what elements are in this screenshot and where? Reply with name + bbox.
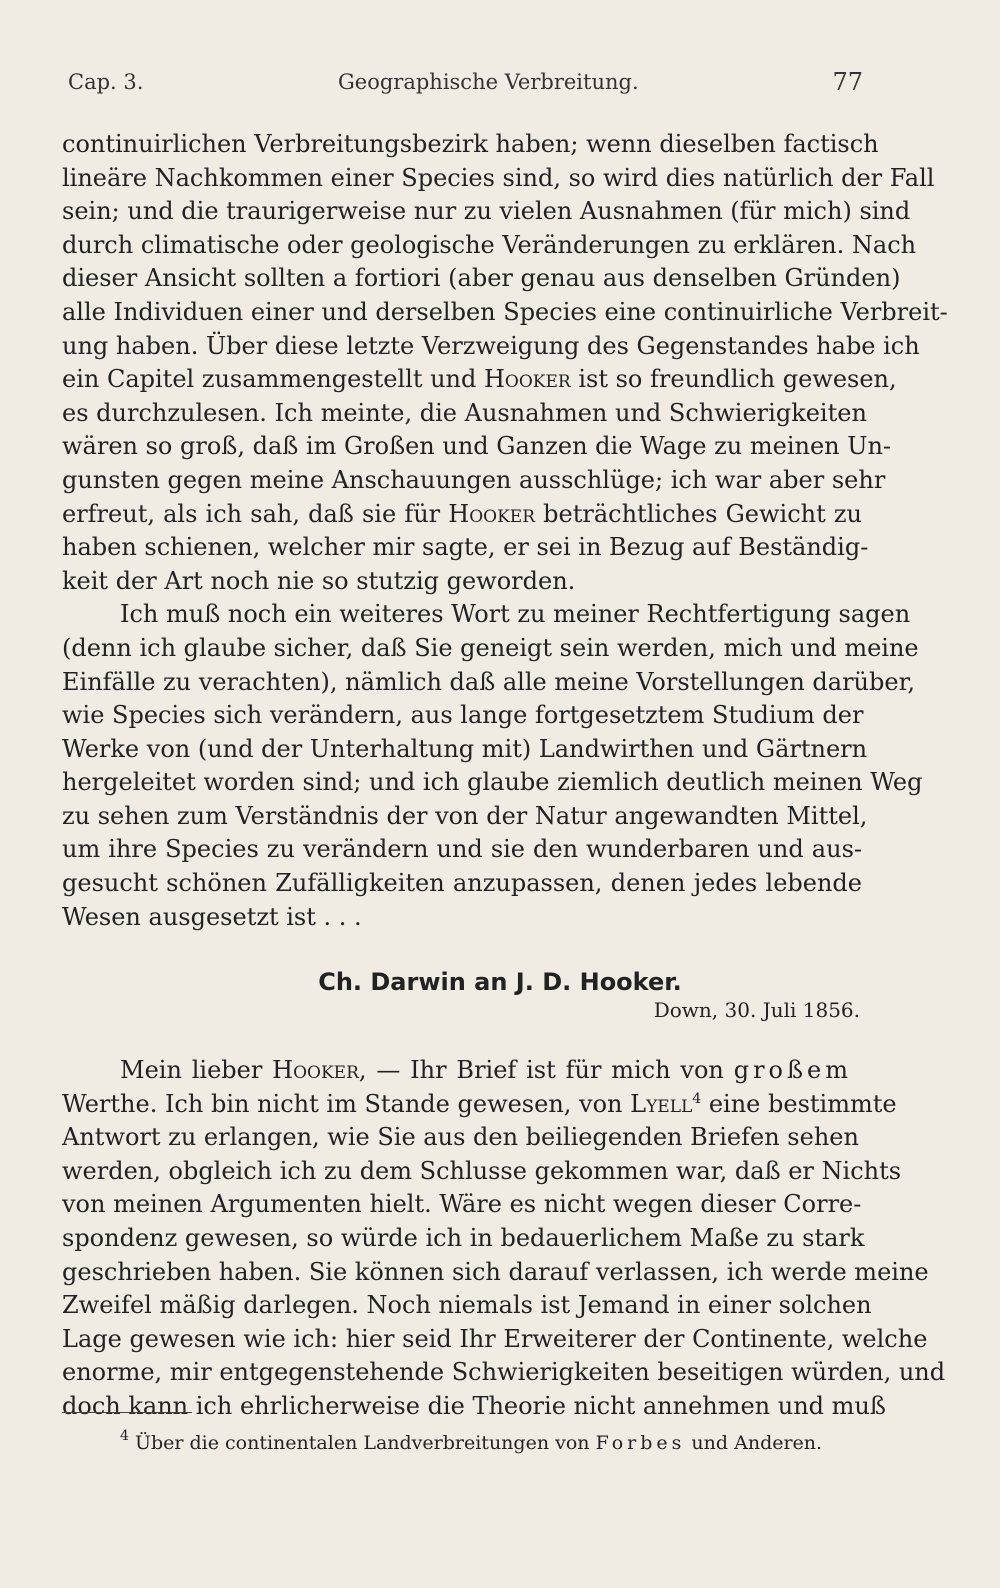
running-head [68, 68, 863, 98]
emphasis-word: großem [733, 1056, 852, 1084]
text-line [62, 498, 862, 532]
name-lyell: Lyell [630, 1089, 693, 1118]
letter-body [62, 1030, 946, 1448]
text-line: gunsten gegen meine Anschauungen ausschlüge; ich war aber sehr [62, 465, 886, 494]
text-line: wären so groß, daß im Großen und Ganzen die Wage zu meinen Un- [62, 432, 892, 461]
text-line [62, 1054, 852, 1088]
text-line: enorme, mir entgegenstehende Schwierigkeiten beseitigen würden, und [62, 1358, 946, 1387]
text-line: Werke von (und der Unterhaltung mit) Landwirthen und Gärtnern [62, 734, 868, 763]
text-line [62, 363, 897, 397]
name-hooker: Hooker [484, 365, 571, 394]
text-run: erfreut, als ich sah, daß sie für [62, 499, 449, 528]
text-line: Antwort zu erlangen, wie Sie aus den beiliegenden Briefen sehen [62, 1123, 859, 1152]
footnote-text: Über die continentalen Landverbreitungen von [134, 1432, 596, 1454]
text-line: hergeleitet worden sind; und ich glaube ziemlich deutlich meinen Weg [62, 768, 923, 797]
footnote-text: und Anderen. [685, 1432, 823, 1454]
text-line: alle Individuen einer und derselben Species eine continuirliche Verbreit- [62, 297, 948, 326]
name-hooker: Hooker [272, 1056, 359, 1084]
footnote-marker: 4 [120, 1428, 129, 1444]
paragraph-1 [62, 128, 948, 598]
text-run: eine bestimmte [701, 1089, 897, 1118]
chapter-label: Cap. 3. [68, 70, 144, 94]
text-line: lineäre Nachkommen einer Species sind, so wird dies natürlich der Fall [62, 163, 935, 192]
text-run: ein Capitel zusammengestellt und [62, 365, 484, 394]
text-line: Ich muß noch ein weiteres Wort zu meiner Rechtfertigung sagen [120, 600, 911, 629]
text-line: (denn ich glaube sicher, daß Sie geneigt sein werden, mich und meine [62, 633, 919, 662]
text-run: Mein lieber [120, 1056, 273, 1084]
text-line: um ihre Species zu verändern und sie den wunderbaren und aus- [62, 835, 862, 864]
text-line: ung haben. Über diese letzte Verzweigung des Gegenstandes habe ich [62, 331, 920, 360]
text-line: Zweifel mäßig darlegen. Noch niemals ist Jemand in einer solchen [62, 1291, 872, 1320]
text-line: doch kann ich ehrlicherweise die Theorie nicht annehmen und muß [62, 1391, 886, 1420]
letter-paragraph [62, 1054, 946, 1424]
text-line: haben schienen, welcher mir sagte, er sei in Bezug auf Beständig- [62, 533, 869, 562]
text-line: keit der Art noch nie so stutzig geworden. [62, 566, 576, 595]
text-line: werden, obgleich ich zu dem Schlusse gekommen war, daß er Nichts [62, 1156, 902, 1185]
text-line: Wesen ausgesetzt ist . . . [62, 902, 362, 931]
text-line: Lage gewesen wie ich: hier seid Ihr Erweiterer der Continente, welche [62, 1324, 928, 1353]
text-line: geschrieben haben. Sie können sich darauf verlassen, ich werde meine [62, 1257, 929, 1286]
text-run: , — Ihr Brief ist für mich von [358, 1056, 734, 1084]
text-run: Werthe. Ich bin nicht im Stande gewesen, von [62, 1089, 631, 1118]
text-line: sein; und die traurigerweise nur zu vielen Ausnahmen (für mich) sind [62, 197, 911, 226]
footnote-ref: 4 [692, 1090, 702, 1107]
name-hooker: Hooker [448, 499, 536, 528]
text-line: zu sehen zum Verständnis der von der Natur angewandten Mittel, [62, 801, 868, 830]
page-number: 77 [832, 68, 863, 96]
paragraph-2 [62, 598, 923, 934]
text-line: durch climatische oder geologische Veränderungen zu erklären. Nach [62, 230, 917, 259]
body-text [62, 128, 948, 934]
text-run: ist so freundlich gewesen, [570, 365, 897, 394]
text-line: gesucht schönen Zufälligkeiten anzupassen, denen jedes lebende [62, 869, 862, 898]
text-line: continuirlichen Verbreitungsbezirk haben; wenn dieselben factisch [62, 130, 879, 158]
text-line: von meinen Argumenten hielt. Wäre es nicht wegen dieser Corre- [62, 1190, 862, 1219]
text-line: dieser Ansicht sollten a fortiori (aber genau aus denselben Gründen) [62, 264, 901, 293]
name-forbes: Forbes [595, 1432, 686, 1454]
text-line: Einfälle zu verachten), nämlich daß alle meine Vorstellungen darüber, [62, 667, 916, 696]
running-title: Geographische Verbreitung. [338, 70, 639, 94]
footnote-rule [62, 1412, 192, 1413]
footnote [120, 1428, 840, 1454]
letter-dateline: Down, 30. Juli 1856. [653, 998, 860, 1022]
text-run: beträchtliches Gewicht zu [535, 499, 862, 528]
text-line: spondenz gewesen, so würde ich in bedauerlichem Maße zu stark [62, 1223, 865, 1252]
letter-heading: Ch. Darwin an J. D. Hooker. [318, 968, 682, 996]
text-line [62, 1088, 897, 1122]
text-line: es durchzulesen. Ich meinte, die Ausnahmen und Schwierigkeiten [62, 398, 867, 427]
text-line: wie Species sich verändern, aus lange fortgesetztem Studium der [62, 701, 864, 730]
